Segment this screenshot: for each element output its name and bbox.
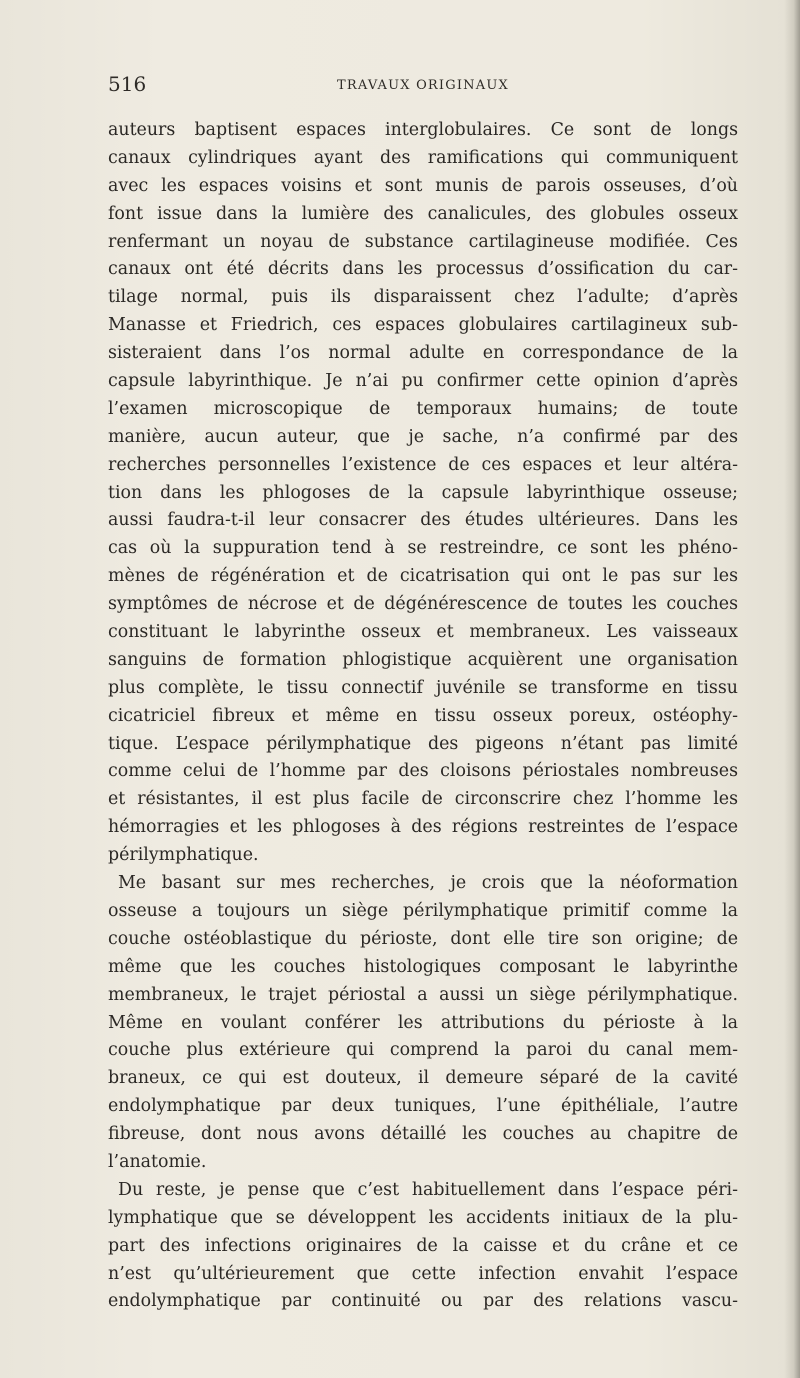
page-header: [108, 72, 738, 102]
text-line: symptômes de nécrose et de dégénérescence de toutes les couches: [108, 594, 738, 615]
text-line: sisteraient dans l’os normal adulte en correspondance de la: [108, 343, 738, 364]
text-line: tilage normal, puis ils disparaissent chez l’adulte; d’après: [108, 287, 738, 308]
text-line: comme celui de l’homme par des cloisons périostales nombreuses: [108, 761, 738, 782]
text-line: couche ostéoblastique du périoste, dont elle tire son origine; de: [108, 928, 738, 949]
running-title: TRAVAUX ORIGINAUX: [337, 78, 509, 93]
body-text: [108, 117, 738, 1316]
text-line: canaux ont été décrits dans les processus d’ossification du car-: [108, 259, 738, 280]
text-line: tion dans les phlogoses de la capsule labyrinthique osseuse;: [108, 482, 738, 503]
text-line: font issue dans la lumière des canalicules, des globules osseux: [108, 203, 738, 224]
text-line: sanguins de formation phlogistique acquièrent une organisation: [108, 649, 738, 670]
text-line: avec les espaces voisins et sont munis de parois osseuses, d’où: [108, 175, 738, 196]
text-line: aussi faudra-t-il leur consacrer des études ultérieures. Dans les: [108, 510, 738, 531]
text-line: endolymphatique par deux tuniques, l’une épithéliale, l’autre: [108, 1096, 738, 1117]
page-number: 516: [108, 72, 147, 96]
text-line: Manasse et Friedrich, ces espaces globulaires cartilagineux sub-: [108, 315, 738, 336]
text-line: tique. L’espace périlymphatique des pigeons n’étant pas limité: [108, 733, 738, 754]
text-line: membraneux, le trajet périostal a aussi un siège périlymphatique.: [108, 984, 738, 1005]
text-line: canaux cylindriques ayant des ramifications qui communiquent: [108, 147, 738, 168]
text-line: braneux, ce qui est douteux, il demeure séparé de la cavité: [108, 1068, 738, 1089]
text-line: l’examen microscopique de temporaux humains; de toute: [108, 398, 738, 419]
text-line: et résistantes, il est plus facile de circonscrire chez l’homme les: [108, 789, 738, 810]
text-line: Même en voulant conférer les attributions du périoste à la: [108, 1012, 738, 1033]
text-line: même que les couches histologiques composant le labyrinthe: [108, 956, 738, 977]
text-line: cicatriciel fibreux et même en tissu osseux poreux, ostéophy-: [108, 705, 738, 726]
text-line: plus complète, le tissu connectif juvénile se transforme en tissu: [108, 677, 738, 698]
text-line: couche plus extérieure qui comprend la paroi du canal mem-: [108, 1040, 738, 1061]
text-line-paragraph-start: Du reste, je pense que c’est habituellement dans l’espace péri-: [118, 1179, 738, 1200]
text-line: lymphatique que se développent les accidents initiaux de la plu-: [108, 1207, 738, 1228]
text-line-paragraph-end: l’anatomie.: [108, 1151, 207, 1172]
text-line: auteurs baptisent espaces interglobulaires. Ce sont de longs: [108, 120, 738, 140]
text-line: recherches personnelles l’existence de ces espaces et leur altéra-: [108, 454, 738, 475]
text-line: part des infections originaires de la caisse et du crâne et ce: [108, 1235, 738, 1256]
text-line: n’est qu’ultérieurement que cette infection envahit l’espace: [108, 1263, 738, 1284]
text-line: mènes de régénération et de cicatrisation qui ont le pas sur les: [108, 566, 738, 587]
text-line-paragraph-start: Me basant sur mes recherches, je crois que la néoformation: [118, 873, 738, 894]
text-line-paragraph-end: périlymphatique.: [108, 845, 259, 866]
text-line: endolymphatique par continuité ou par des relations vascu-: [108, 1291, 738, 1312]
text-line: manière, aucun auteur, que je sache, n’a confirmé par des: [108, 426, 738, 447]
text-line: fibreuse, dont nous avons détaillé les couches au chapitre de: [108, 1124, 738, 1145]
page-edge-shadow: [784, 0, 800, 1378]
text-line: capsule labyrinthique. Je n’ai pu confirmer cette opinion d’après: [108, 371, 738, 392]
text-line: osseuse a toujours un siège périlymphatique primitif comme la: [108, 900, 738, 921]
text-line: cas où la suppuration tend à se restreindre, ce sont les phéno-: [108, 538, 738, 559]
text-line: hémorragies et les phlogoses à des régions restreintes de l’espace: [108, 817, 738, 838]
text-line: constituant le labyrinthe osseux et membraneux. Les vaisseaux: [108, 622, 738, 643]
text-line: renfermant un noyau de substance cartilagineuse modifiée. Ces: [108, 231, 738, 252]
